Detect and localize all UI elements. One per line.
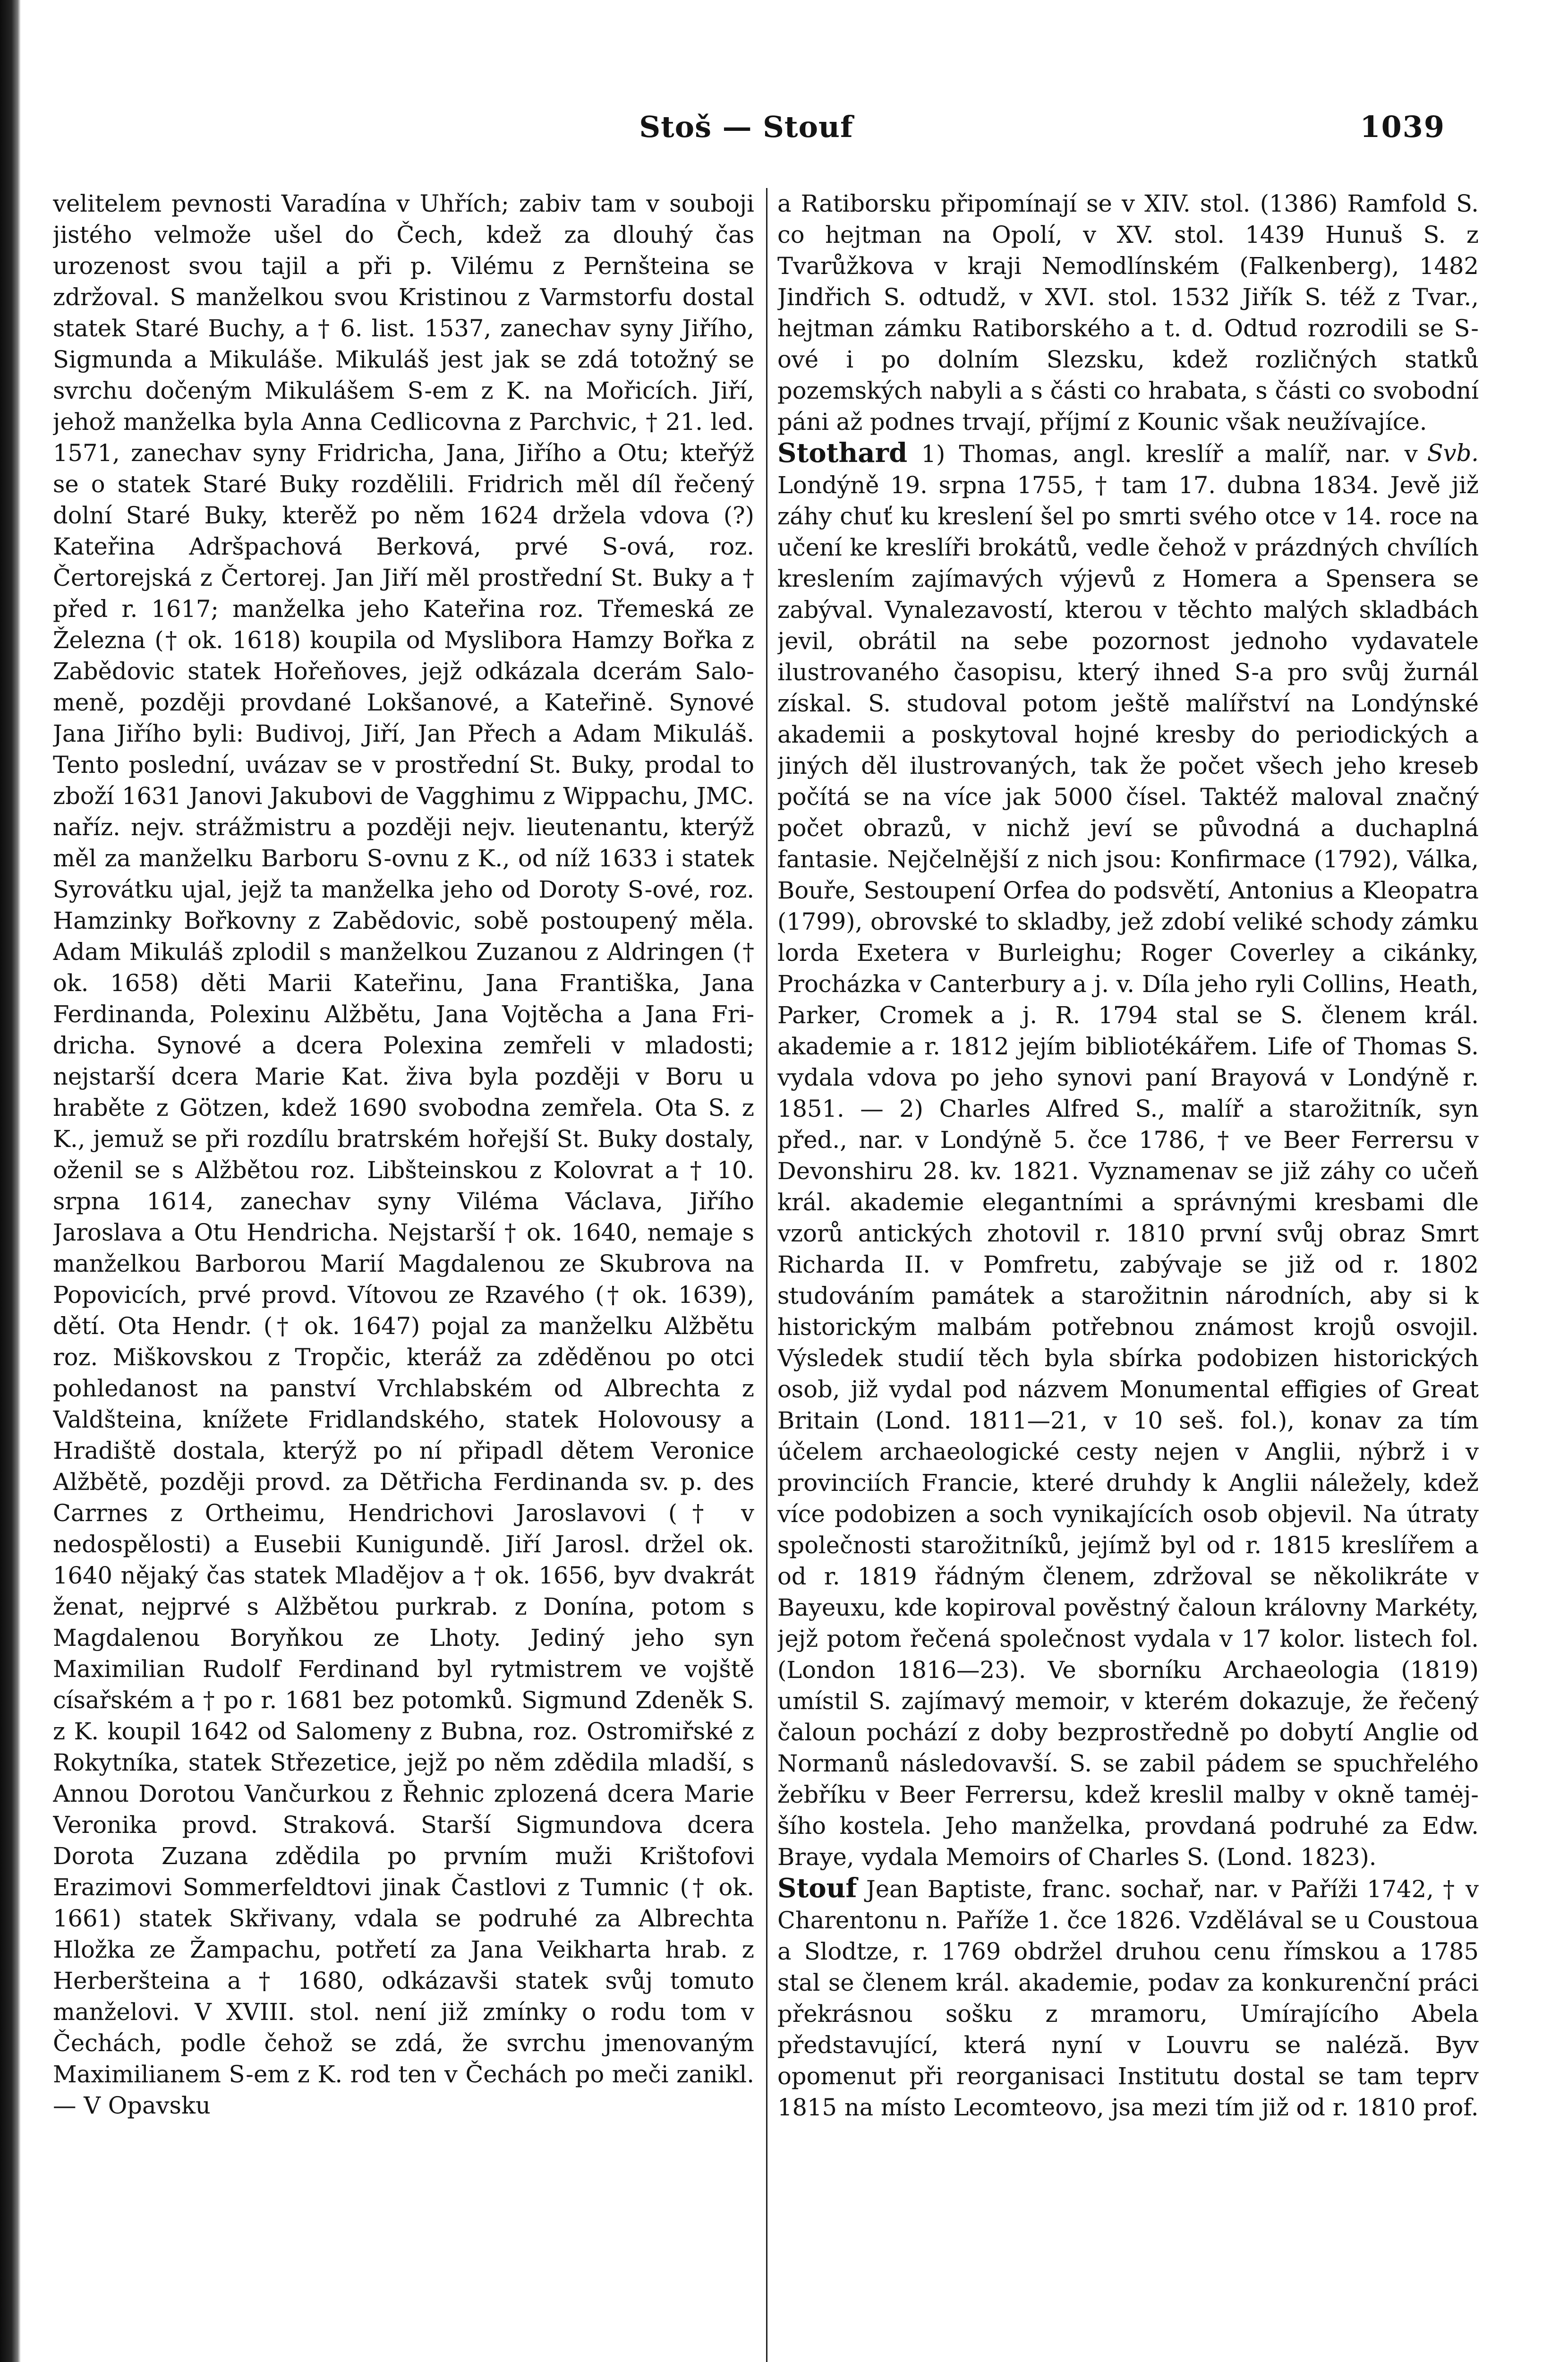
column-rule bbox=[766, 188, 767, 2362]
page-header bbox=[47, 110, 1445, 166]
scan-edge-shadow bbox=[0, 0, 21, 2362]
running-head: Stoš — Stouf bbox=[639, 110, 853, 144]
stos-entry-text: a Ratiborsku připomínají se v XIV. stol. (1386) Ramfold S. co hejtman na Opolí, v XV. stol. 1439 Hunuš S. z Tvarůžkova v kraji Nemodlínském (Falkenberg), 1482 Jindřich S. odtudž, v XVI. stol. 1532 Jiřík S. též z Tvar., hejtman zámku Ratiborského a t. d. Odtud rozrodili se S-ové i po dolním Slezsku, kdež rozličných statků pozemských nabyli a s části co hrabata, s části co svobodní páni až podnes trvají, příjmí z Kounic však neužívajíce. bbox=[777, 190, 1479, 436]
headword-stothard: Stothard bbox=[777, 437, 908, 469]
stouf-entry-text: Jean Baptiste, franc. sochař, nar. v Paříži 1742, † v Charentonu n. Paříže 1. čce 1826. Vzdělával se u Coustoua a Slodtze, r. 1769 obdržel druhou cenu římskou a 1785 stal se členem král. akademie, podav za konkurenční práci překrásnou sošku z mramoru, Umírajícího Abela představující, která nyní v Louvru se naléză. Byv opomenut při reorganisaci Institutu dostal se tam teprv 1815 na místo Lecomteovo, jsa mezi tím již od r. 1810 prof. bbox=[777, 1875, 1479, 2121]
stothard-entry bbox=[777, 437, 1479, 1873]
stothard-entry-text: 1) Thomas, angl. kreslíř a malíř, nar. v Londýně 19. srpna 1755, † tam 17. dubna 1834. Jevě již záhy chuť ku kreslení šel po smrti svého otce v 14. roce na učení ke kreslíři brokátů, vedle čehož v prázdných chvílích kreslením zajímavých výjevů z Homera a Spensera se zabýval. Vynalezavostí, kterou v těchto malých skladbách jevil, obrátil na sebe pozornost jednoho vydavatele ilustrovaného časopisu, který ihned S-a pro svůj žurnál získal. S. studoval potom ještě malířství na Londýnské akademii a poskytoval hojné kresby do periodických a jiných děl ilustrovaných, tak že počet všech jeho kreseb počítá se na více jak 5000 čísel. Taktéž maloval značný počet obrazů, v nichž jeví se původná a duchaplná fantasie. Nejčelnější z nich jsou: Konfirmace (1792), Válka, Bouře, Sestoupení Orfea do podsvětí, Antonius a Kleopatra (1799), obrovské to skladby, jež zdobí veliké schody zámku lorda Exetera v Burleighu; Roger Coverley a cikánky, Procházka v Canterbury a j. v. Díla jeho ryli Collins, Heath, Parker, Cromek a j. R. 1794 stal se S. členem král. akademie a r. 1812 jejím bibliotékářem. Life of Thomas S. vydala vdova po jeho synovi paní Brayová v Londýně r. 1851. — 2) Charles Alfred S., malíř a starožitník, syn před., nar. v Londýně 5. čce 1786, † ve Beer Ferrersu v Devonshiru 28. kv. 1821. Vyznamenav se již záhy co učeň král. akademie elegantními a správnými kresbami dle vzorů antických zhotovil r. 1810 první svůj obraz Smrt Richarda II. v Pomfretu, zabývaje se již od r. 1802 studováním památek a starožitnin národních, aby si k historickým malbám potřebnou známost krojů osvojil. Výsledek studií těch byla sbírka podobizen historických osob, již vydal pod názvem Monumental effigies of Great Britain (Lond. 1811—21, v 10 seš. fol.), konav za tím účelem archaeologické cesty nejen v Anglii, nýbrž i v provinciích Francie, které druhdy k Anglii náležely, kdež více podobizen a soch vynikajících osob objevil. Na útraty společnosti starožitníků, jejímž byl od r. 1815 kreslířem a od r. 1819 řádným členem, zdržoval se několikráte v Bayeuxu, kde kopiroval pověstný čaloun královny Markéty, jejž potom řečená společnost vydala v 17 kolor. listech fol. (London 1816—23). Ve sborníku Archaeologia (1819) umístil S. zajímavý memoir, v kterém dokazuje, že řečený čaloun pochází z doby bezprostředně po dobytí Anglie od Normanů následovavší. S. se zabil pádem se spuchřelého žebříku v Beer Ferrersu, kdež kreslil malby v okně tamėjšího kostela. Jeho manželka, provdaná podruhé za Edw. Braye, vydala Memoirs of Charles S. (Lond. 1823). bbox=[777, 440, 1479, 1871]
stouf-entry bbox=[777, 1873, 1479, 2123]
page-number: 1039 bbox=[1360, 110, 1445, 144]
headword-stouf: Stouf bbox=[777, 1873, 857, 1904]
stos-family-paragraph: velitelem pevnosti Varadína v Uhřích; zabiv tam v souboji jistého velmože ušel do Čech, kdež za dlouhý čas urozenost svou tajil a při p. Vilému z Pernšteina se zdržoval. S manželkou svou Kristinou z Varmstorfu dostal statek Staré Buchy, a † 6. list. 1537, zanechav syny Jiřího, Sigmunda a Mikuláše. Mikuláš jest jak se zdá totožný se svrchu dočeným Mikulášem S-em z K. na Mořicích. Jiří, jehož manželka byla Anna Cedlicovna z Parchvic, † 21. led. 1571, zanechav syny Fridricha, Jana, Jiřího a Otu; kteřýž se o statek Staré Buky rozdělili. Fridrich měl díl řečený dolní Staré Buky, kterěž po něm 1624 držela vdova (?) Kateřina Adršpachová Berková, prvé S-ová, roz. Čertorejská z Čertorej. Jan Jiří měl prostřední St. Buky a † před r. 1617; manželka jeho Kateřina roz. Třemeská ze Železna († ok. 1618) koupila od Myslibora Hamzy Bořka z Zabědovic statek Hořeňoves, jejž odkázala dcerám Salomeně, později provdané Lokšanové, a Kateřině. Synové Jana Jiřího byli: Budivoj, Jiří, Jan Přech a Adam Mikuláš. Tento poslední, uvázav se v prostřední St. Buky, prodal to zboží 1631 Janovi Jakubovi de Vagghimu z Wippachu, JMC. naříz. nejv. strážmistru a později nejv. lieutenantu, kterýž měl za manželku Barboru S-ovnu z K., od níž 1633 i statek Syrovátku ujal, jejž ta manželka jeho od Doroty S-ové, roz. Hamzinky Bořkovny z Zabědovic, sobě postoupený měla. Adam Mikuláš zplodil s manželkou Zuzanou z Aldringen († ok. 1658) děti Marii Kateřinu, Jana Františka, Jana Ferdinanda, Polexinu Alžbětu, Jana Vojtěcha a Jana Fridricha. Synové a dcera Polexina zemřeli v mladosti; nejstarší dcera Marie Kat. živa byla později v Boru u hraběte z Götzen, kdež 1690 svobodna zemřela. Ota S. z K., jemuž se při rozdílu bratrském hořejší St. Buky dostaly, oženil se s Alžbětou roz. Libšteinskou z Kolovrat a † 10. srpna 1614, zanechav syny Viléma Václava, Jiřího Jaroslava a Otu Hendricha. Nejstarší † ok. 1640, nemaje s manželkou Barborou Marií Magdalenou ze Skubrova na Popovicích, prvé provd. Vítovou ze Rzavého († ok. 1639), dětí. Ota Hendr. († ok. 1647) pojal za manželku Alžbětu roz. Miškovskou z Tropčic, kteráž za zděděnou po otci pohledanost na panství Vrchlabském od Albrechta z Valdšteina, knížete Fridlandského, statek Holovousy a Hradiště dostala, kterýž po ní připadl dětem Veronice Alžbětě, později provd. za Dětřicha Ferdinanda sv. p. des Carrnes z Ortheimu, Hendrichovi Jaroslavovi († v nedospělosti) a Eusebii Kunigundě. Jiří Jarosl. držel ok. 1640 nějaký čas statek Mladějov a † ok. 1656, byv dvakrát ženat, nejprvé s Alžbětou purkrab. z Donína, potom s Magdalenou Boryňkou ze Lhoty. Jediný jeho syn Maximilian Rudolf Ferdinand byl rytmistrem ve vojště císařském a † po r. 1681 bez potomků. Sigmund Zdeněk S. z K. koupil 1642 od Salomeny z Bubna, roz. Ostromiřské z Rokytníka, statek Střezetice, jejž po něm zdědila mladší, s Annou Dorotou Vančurkou z Řehnic zplozená dcera Marie Veronika provd. Straková. Starší Sigmundova dcera Dorota Zuzana zdědila po prvním muži Krištofovi Erazimovi Sommerfeldtovi jinak Častlovi z Tumnic († ok. 1661) statek Skřivany, vdala se podruhé za Albrechta Hložka ze Žampachu, potřetí za Jana Veikharta hrab. z Herberšteina a † 1680, odkázavši statek svůj tomuto manželovi. V XVIII. stol. není již zmínky o rodu tom v Čechách, podle čehož se zdá, že svrchu jmenovaným Maximilianem S-em z K. rod ten v Čechách po meči zanikl. — V Opavsku bbox=[53, 190, 754, 2119]
right-column bbox=[777, 188, 1479, 2362]
left-column bbox=[53, 188, 754, 2362]
author-signature: Svb. bbox=[1427, 439, 1479, 467]
